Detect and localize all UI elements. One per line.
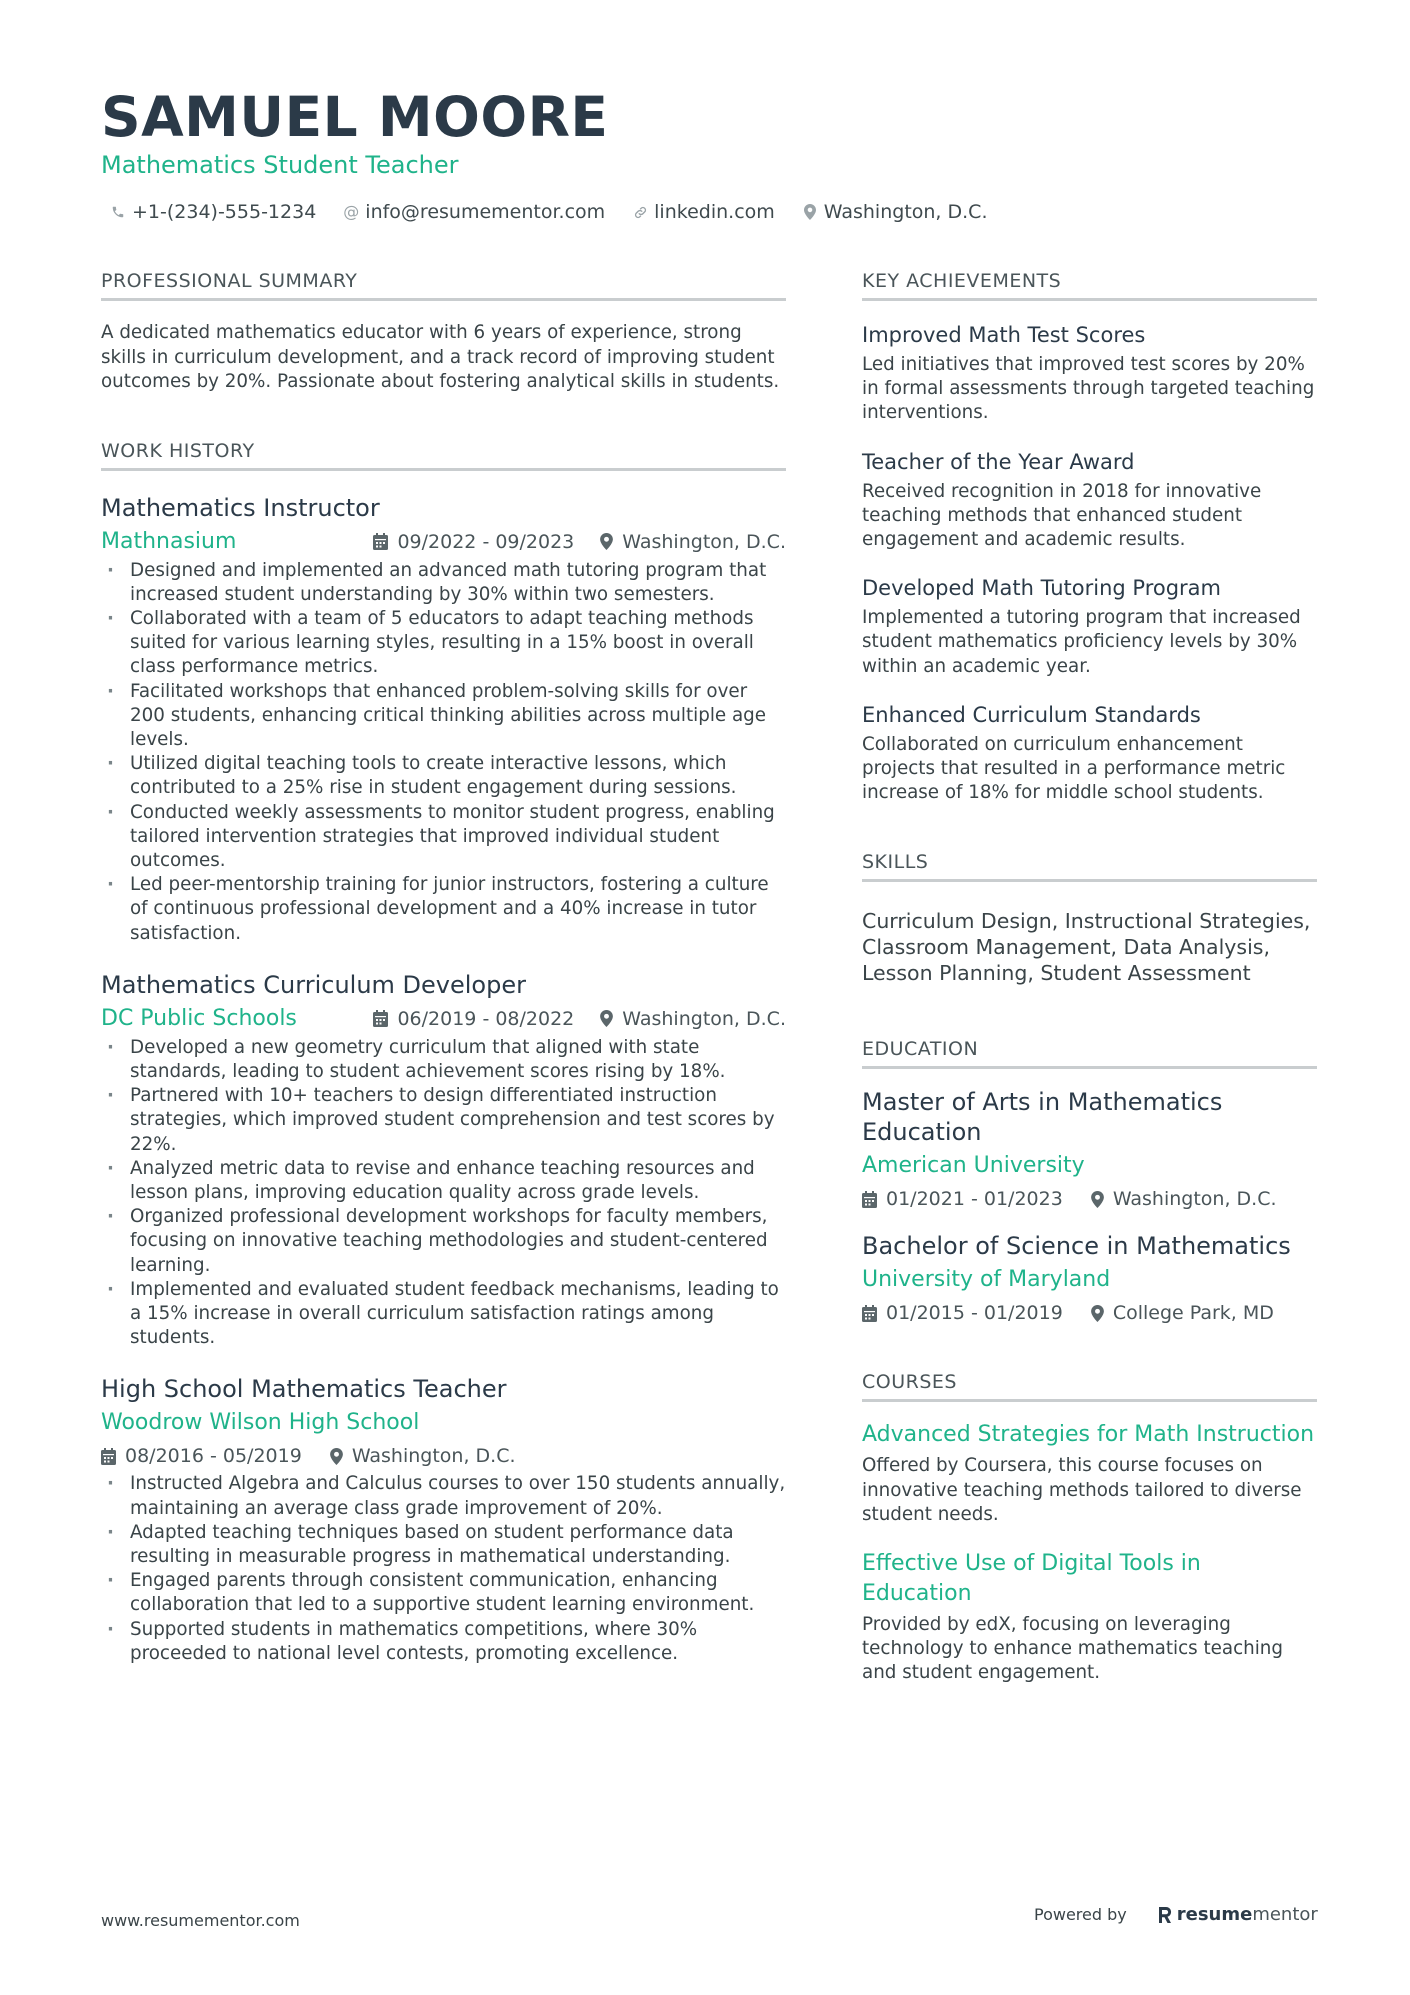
achievement-title: Improved Math Test Scores [862,323,1146,347]
job-dates [373,1008,574,1030]
job-bullet: · Supported students in mathematics competitions, where 30% proceeded to national level contests, promoting excellence. [101,1618,786,1666]
job-bullet: · Instructed Algebra and Calculus courses to over 150 students annually, maintaining an average class grade improvement of 20%. [101,1472,786,1520]
achievements-heading: KEY ACHIEVEMENTS [862,268,1317,301]
achievement-desc: Implemented a tutoring program that increased student mathematics proficiency levels by 30% within an academic year. [862,607,1301,677]
education-meta [862,1185,1317,1213]
achievement-item [862,321,1317,426]
resumementor-logo-icon [1157,1905,1173,1925]
link-icon [632,203,648,221]
calendar-icon [373,1010,388,1027]
job-bullet: · Conducted weekly assessments to monitor student progress, enabling tailored intervention strategies that improved individual student outcomes. [101,801,786,874]
map-pin-icon [1091,1305,1104,1322]
achievement-item [862,448,1317,553]
map-pin-icon [600,1010,613,1027]
job-title: Mathematics Curriculum Developer [101,970,526,999]
contact-email-text: info@resumementor.com [365,201,606,223]
job-dates [373,531,574,553]
calendar-icon [101,1448,116,1465]
job-meta-right [373,1008,786,1030]
brand-logo[interactable] [1157,1904,1318,1925]
brand-bold: resume [1176,1904,1253,1925]
contact-linkedin[interactable] [632,199,775,225]
achievement-title: Developed Math Tutoring Program [862,576,1221,601]
job-meta [101,1004,786,1034]
job-location-text: Washington, D.C. [622,1007,786,1030]
job-bullet: · Led peer-mentorship training for junior instructors, fostering a culture of continuous professional development and a 40% increase in tutor satisfaction. [101,873,786,946]
contact-phone[interactable] [110,199,316,225]
education-meta [862,1299,1317,1327]
courses-heading: COURSES [862,1369,1317,1402]
education-degree: Master of Arts in Mathematics Education [862,1088,1223,1147]
education-dates-text: 01/2015 - 01/2019 [886,1302,1063,1325]
course-item [862,1549,1317,1686]
job-meta [101,1442,786,1470]
work-heading: WORK HISTORY [101,438,786,471]
education-item [862,1087,1317,1213]
job-company: Mathnasium [101,528,237,554]
job-entry [101,1374,786,1666]
achievement-item [862,574,1317,679]
job-dates-text: 06/2019 - 08/2022 [397,1007,575,1030]
job-title: High School Mathematics Teacher [101,1375,507,1404]
skills-heading: SKILLS [862,849,1317,882]
job-bullet: · Designed and implemented an advanced math tutoring program that increased student understanding by 30% within two semesters. [101,559,786,607]
job-bullets [101,1472,786,1666]
calendar-icon [862,1191,877,1208]
job-location-text: Washington, D.C. [622,530,786,553]
at-icon: @ [343,202,360,221]
job-dates [101,1445,302,1467]
education-dates [862,1188,1063,1210]
education-school: American University [862,1153,1085,1179]
education-school: University of Maryland [862,1267,1111,1293]
calendar-icon [862,1305,877,1322]
job-location-text: Washington, D.C. [351,1445,516,1468]
course-title: Effective Use of Digital Tools in Education [862,1551,1201,1607]
job-bullet: · Analyzed metric data to revise and enhance teaching resources and lesson plans, improving education quality across grade levels. [101,1157,786,1205]
job-location [600,531,786,553]
job-meta-right [373,531,786,553]
map-pin-icon [1091,1191,1104,1208]
map-pin-icon [330,1448,343,1465]
job-bullet: · Partnered with 10+ teachers to design differentiated instruction strategies, which improved student comprehension and test scores by 22%. [101,1084,786,1157]
right-column [862,268,1317,1686]
job-bullet: · Developed a new geometry curriculum that aligned with state standards, leading to student achievement scores rising by 18%. [101,1036,786,1084]
contact-location [802,199,988,225]
contact-email[interactable] [343,199,605,225]
course-desc: Provided by edX, focusing on leveraging technology to enhance mathematics teaching and student engagement. [862,1614,1283,1684]
brand-light: mentor [1252,1904,1318,1925]
powered-by-label: Powered by [1034,1905,1127,1924]
map-pin-icon [802,203,818,221]
job-location [330,1445,516,1467]
education-dates-text: 01/2021 - 01/2023 [886,1188,1063,1211]
education-location [1091,1302,1274,1324]
job-company: Woodrow Wilson High School [101,1410,420,1436]
job-bullets [101,559,786,946]
map-pin-icon [600,533,613,550]
job-bullets [101,1036,786,1351]
footer-website[interactable]: www.resumementor.com [101,1911,300,1930]
job-meta [101,527,786,557]
candidate-role: Mathematics Student Teacher [101,151,459,179]
achievement-desc: Received recognition in 2018 for innovative teaching methods that enhanced student engagement and academic results. [862,480,1262,551]
summary-text: A dedicated mathematics educator with 6 years of experience, strong skills in curriculum development, and a track record of improving student outcomes by 20%. Passionate about fostering analytical skills in students. [101,322,780,392]
left-column [101,268,786,1666]
job-bullet: · Organized professional development workshops for faculty members, focusing on innovative teaching methodologies and student-centered learning. [101,1205,786,1278]
education-item [862,1231,1317,1327]
summary-heading: PROFESSIONAL SUMMARY [101,268,786,301]
contact-phone-text: +1-(234)-555-1234 [132,201,317,223]
job-bullet: · Utilized digital teaching tools to create interactive lessons, which contributed to a 25% rise in student engagement during sessions. [101,752,786,800]
candidate-name: SAMUEL MOORE [101,85,609,149]
course-title: Advanced Strategies for Math Instruction [862,1422,1315,1448]
achievement-title: Teacher of the Year Award [862,449,1135,474]
job-entry [101,970,786,1351]
job-title: Mathematics Instructor [101,493,380,522]
achievement-title: Enhanced Curriculum Standards [862,702,1201,727]
footer-branding [1034,1904,1318,1925]
achievement-desc: Led initiatives that improved test scores by 20% in formal assessments through targeted teaching interventions. [862,354,1315,424]
job-bullet: · Adapted teaching techniques based on student performance data resulting in measurable progress in mathematical understanding. [101,1521,786,1569]
job-company: DC Public Schools [101,1005,297,1031]
education-location [1091,1188,1277,1210]
education-location-text: College Park, MD [1112,1302,1274,1325]
job-bullet: · Implemented and evaluated student feedback mechanisms, leading to a 15% increase in overall curriculum satisfaction ratings among students. [101,1278,786,1351]
contact-location-text: Washington, D.C. [823,201,988,223]
course-item [862,1420,1317,1527]
skills-text: Curriculum Design, Instructional Strategies, Classroom Management, Data Analysis, Lesson Planning, Student Assessment [862,909,1311,986]
job-dates-text: 09/2022 - 09/2023 [397,530,575,553]
job-bullet: · Collaborated with a team of 5 educators to adapt teaching methods suited for various learning styles, resulting in a 15% boost in overall class performance metrics. [101,607,786,680]
job-entry [101,493,786,946]
education-location-text: Washington, D.C. [1112,1188,1277,1211]
education-heading: EDUCATION [862,1036,1317,1069]
phone-icon [110,203,126,221]
contact-linkedin-text: linkedin.com [654,201,775,223]
job-dates-text: 08/2016 - 05/2019 [125,1445,302,1468]
education-degree: Bachelor of Science in Mathematics [862,1232,1291,1261]
job-location [600,1008,786,1030]
job-bullet: · Facilitated workshops that enhanced problem-solving skills for over 200 students, enhancing critical thinking abilities across multiple age levels. [101,680,786,753]
calendar-icon [373,533,388,550]
course-desc: Offered by Coursera, this course focuses on innovative teaching methods tailored to diverse student needs. [862,1455,1302,1525]
job-bullet: · Engaged parents through consistent communication, enhancing collaboration that led to a supportive student learning environment. [101,1569,786,1617]
achievement-item [862,701,1317,806]
achievement-desc: Collaborated on curriculum enhancement projects that resulted in a performance metric increase of 18% for middle school students. [862,733,1286,804]
contact-bar [110,199,1015,225]
education-dates [862,1302,1063,1324]
